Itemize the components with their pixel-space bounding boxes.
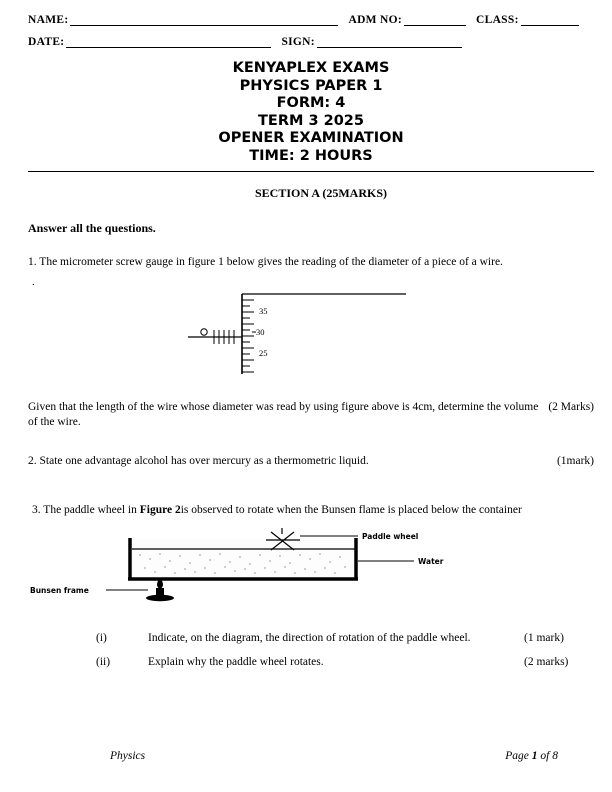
question-3-part-i — [28, 632, 594, 644]
exam-title-line-1: KENYAPLEX EXAMS — [232, 60, 390, 76]
question-3-text-after: is observed to rotate when the Bunsen flame is placed below the container — [180, 504, 522, 516]
question-3-part-ii-text: Explain why the paddle wheel rotates. — [148, 656, 324, 668]
question-3-part-ii-number: (ii) — [96, 656, 111, 668]
date-label: DATE: — [28, 36, 65, 48]
figure-2-water-label: Water — [418, 557, 444, 566]
name-row — [28, 14, 594, 26]
question-1-marks: (2 Marks) — [548, 401, 594, 413]
question-3-part-i-marks: (1 mark) — [524, 632, 564, 644]
svg-text:30: 30 — [256, 327, 265, 337]
svg-text:35: 35 — [259, 306, 268, 316]
figure-2-bunsen-label: Bunsen frame — [30, 586, 89, 595]
figure-2-paddle-label: Paddle wheel — [362, 532, 419, 541]
sign-label: SIGN: — [281, 36, 315, 48]
figure-2-paddle-wheel — [28, 528, 594, 618]
instruction-text: Answer all the questions. — [28, 221, 156, 235]
question-3-figure-ref: Figure 2 — [139, 504, 181, 516]
sign-input-line[interactable] — [317, 36, 462, 48]
footer-subject: Physics — [110, 750, 146, 762]
exam-title-line-3: FORM: 4 — [276, 95, 346, 111]
footer-page-of: of 8 — [537, 750, 558, 762]
question-3-number: 3. — [32, 504, 41, 516]
stray-mark: . — [32, 276, 35, 288]
name-input-line[interactable] — [70, 14, 338, 26]
figure-1-micrometer — [28, 290, 594, 398]
class-label: CLASS: — [476, 14, 519, 26]
micrometer-diagram-svg — [28, 290, 588, 396]
footer-page-prefix: Page — [505, 750, 532, 762]
class-input-line[interactable] — [521, 14, 579, 26]
question-1-followup-text: Given that the length of the wire whose diameter was read by using figure above is 4cm, determine the volume of the wire. — [28, 401, 539, 428]
adm-input-line[interactable] — [404, 14, 466, 26]
question-3-part-i-number: (i) — [96, 632, 107, 644]
question-1-text: The micrometer screw gauge in figure 1 below gives the reading of the diameter of a piece of a wire. — [39, 256, 503, 268]
page-footer — [0, 750, 612, 762]
question-3 — [28, 503, 594, 518]
question-3-part-i-text: Indicate, on the diagram, the direction of rotation of the paddle wheel. — [148, 632, 471, 644]
date-row — [28, 36, 594, 48]
date-input-line[interactable] — [66, 36, 271, 48]
question-1-followup — [28, 400, 594, 430]
question-2-marks: (1mark) — [556, 455, 594, 467]
svg-text:25: 25 — [259, 348, 268, 358]
adm-label: ADM NO: — [348, 14, 402, 26]
question-2 — [28, 454, 594, 469]
paddle-wheel-diagram-svg — [28, 528, 548, 616]
exam-title-line-5: OPENER EXAMINATION — [218, 130, 404, 146]
question-3-part-ii — [28, 656, 594, 668]
name-label: NAME: — [28, 14, 69, 26]
question-1 — [28, 255, 594, 270]
question-3-part-ii-marks: (2 marks) — [524, 656, 569, 668]
student-details-block — [28, 14, 594, 48]
exam-title-block — [28, 60, 594, 165]
question-2-text: State one advantage alcohol has over mercury as a thermometric liquid. — [39, 455, 369, 467]
section-a-heading: SECTION A (25MARKS) — [254, 186, 388, 200]
question-2-number: 2. — [28, 455, 37, 467]
exam-title-line-4: TERM 3 2025 — [258, 112, 364, 129]
exam-title-line-2: PHYSICS PAPER 1 — [239, 77, 383, 94]
question-1-number: 1. — [28, 256, 37, 268]
exam-title-line-6: TIME: 2 HOURS — [249, 147, 373, 164]
header-divider — [28, 171, 594, 172]
footer-page-number: 1 — [531, 750, 538, 762]
question-3-text-before: The paddle wheel in — [43, 504, 140, 516]
footer-page — [505, 750, 558, 762]
